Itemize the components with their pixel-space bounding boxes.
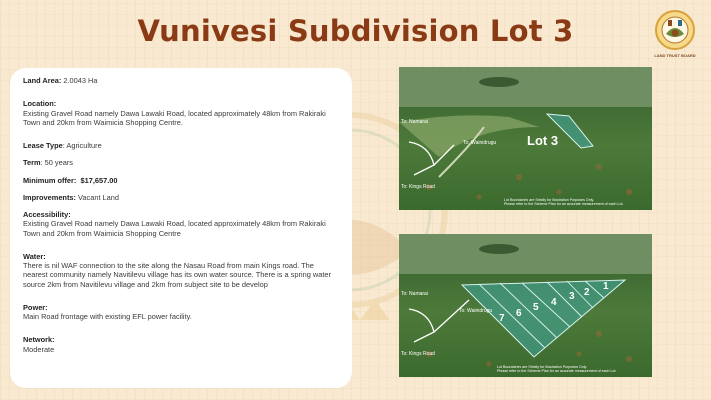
improvements-value: Vacant Land xyxy=(78,192,120,202)
network-value: Moderate xyxy=(23,344,55,354)
term xyxy=(23,158,340,167)
aerial-photo-lot-3 xyxy=(399,67,652,210)
minimum-offer-label: Minimum offer: xyxy=(23,175,77,185)
land-area-value: 2.0043 Ha xyxy=(63,76,98,85)
accessibility-value: Existing Gravel Road namely Dawa Lawaki Road, located approximately 48km from Rakiraki Town and 20km from Waimicia Shopping Centre xyxy=(23,219,326,238)
disclaimer-line-2: Please refer to the Scheme Plan for an accurate measurement of each Lot. xyxy=(504,202,624,207)
lot-number-3: 3 xyxy=(569,291,575,302)
improvements-label: Improvements: xyxy=(23,192,76,202)
road-label-kings-road: To: Kings Road xyxy=(401,351,435,357)
road-label-wainidrugu: To: Wainidrugu xyxy=(459,308,493,314)
lot-number-4: 4 xyxy=(551,297,557,308)
accessibility-label: Accessibility: xyxy=(23,210,71,219)
term-label: Term xyxy=(23,158,41,168)
lot-details-card xyxy=(10,68,352,388)
power xyxy=(23,303,340,322)
lot-number-5: 5 xyxy=(533,302,539,313)
lot-number-7: 7 xyxy=(499,313,505,324)
logo xyxy=(652,8,698,66)
land-area xyxy=(23,76,340,85)
location xyxy=(23,99,340,127)
road-label-namarai: To: Namarai xyxy=(401,119,428,125)
power-value: Main Road frontage with existing EFL power facility. xyxy=(23,312,192,321)
road-label-wainidrugu: To: Wainidrugu xyxy=(463,140,497,146)
network xyxy=(23,335,340,354)
lot-number-6: 6 xyxy=(516,308,522,319)
water xyxy=(23,252,340,289)
land-trust-board-emblem-icon xyxy=(652,8,698,52)
land-area-label: Land Area: xyxy=(23,76,62,85)
road-label-namarai: To: Namarai xyxy=(401,291,428,297)
minimum-offer-value: $17,657.00 xyxy=(80,175,118,185)
disclaimer-line-1: Lot Boundaries are Strictly for Illustration Purposes Only. xyxy=(497,364,588,369)
water-label: Water: xyxy=(23,251,46,261)
lease-type-value: : Agriculture xyxy=(62,141,102,150)
page-title: Vunivesi Subdivision Lot 3 xyxy=(137,14,574,48)
location-label: Location: xyxy=(23,99,57,109)
term-value: : 50 years xyxy=(40,158,73,168)
lot-number-1: 1 xyxy=(603,281,609,292)
photo-disclaimer xyxy=(504,198,623,207)
lot-number-2: 2 xyxy=(584,287,590,298)
disclaimer-line-2: Please refer to the Scheme Plan for an accurate measurement of each Lot. xyxy=(497,369,617,374)
road-label-kings-road: To: Kings Road xyxy=(401,184,435,190)
aerial-forest-subdivision-icon xyxy=(399,234,652,377)
aerial-forest-icon xyxy=(399,67,652,210)
water-value: There is nil WAF connection to the site along the Nasau Road from main Kings road. The nearest community namely Navitilevu village has its own water source. There is a spring water source 2km from Navitilevu village and 2km from subject site to be develop xyxy=(23,261,331,289)
lease-type xyxy=(23,141,340,150)
improvements xyxy=(23,193,340,202)
disclaimer-line-1: Lot Boundaries are Strictly for Illustration Purposes Only. xyxy=(504,197,595,202)
photo-disclaimer xyxy=(497,365,616,374)
lease-type-label: Lease Type xyxy=(23,141,63,150)
accessibility xyxy=(23,210,340,238)
logo-caption: LAND TRUST BOARD xyxy=(654,53,696,58)
power-label: Power: xyxy=(23,302,48,312)
network-label: Network: xyxy=(23,335,55,345)
minimum-offer xyxy=(23,176,340,185)
aerial-photo-lots-1-7 xyxy=(399,234,652,377)
location-value: Existing Gravel Road namely Dawa Lawaki Road, located approximately 48km from Rakiraki Town and 20km from Waimicia Shopping Centre. xyxy=(23,108,326,127)
lot-label: Lot 3 xyxy=(527,133,559,148)
